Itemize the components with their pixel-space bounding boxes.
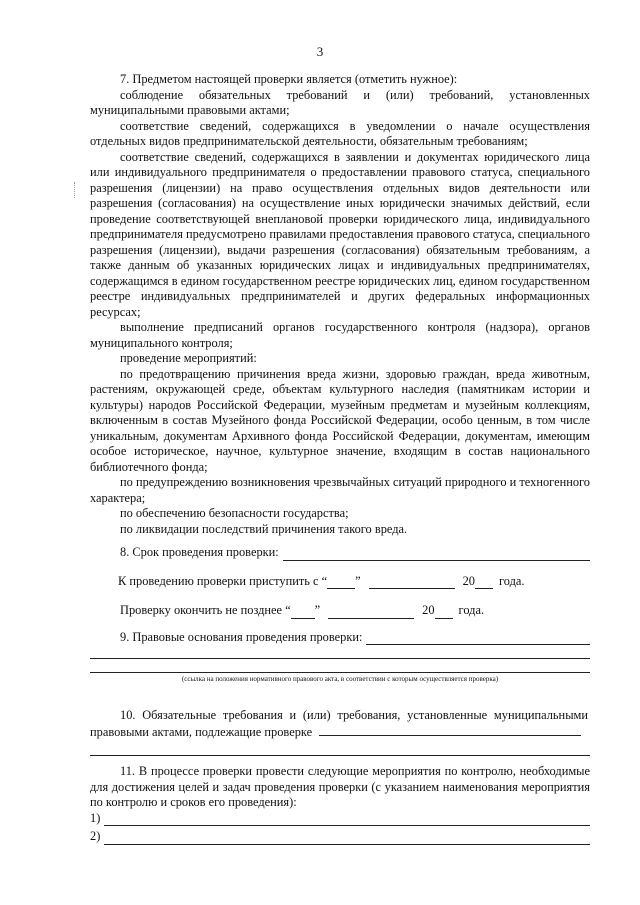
- s7-item-7: по предупреждению возникновения чрезвычайных ситуаций природного и техногенного характера;: [90, 475, 590, 505]
- s7-item-8: по обеспечению безопасности государства;: [120, 506, 349, 520]
- legal-basis-note: (ссылка на положения нормативного правового акта, в соответствии с которым осуществляется проверка): [181, 675, 499, 683]
- start-quote-close: ”: [355, 573, 361, 588]
- legal-basis-line-2[interactable]: [90, 657, 590, 659]
- measure-1-row: [90, 811, 590, 827]
- start-month-field[interactable]: [369, 577, 455, 589]
- measure-2-field[interactable]: [104, 832, 590, 845]
- end-year-prefix: 20: [422, 603, 435, 617]
- end-month-field[interactable]: [328, 607, 414, 619]
- section-8-label: 8. Срок проведения проверки:: [120, 545, 279, 559]
- s7-item-6: по предотвращению причинения вреда жизни, здоровью граждан, вреда животным, растениям, окружающей среде, объектам культурного наследия (памятникам истории и культуры) народов Российской Федерации, музейным предметам и музейным коллекциям, включенным в состав Музейного фонда Российской Федерации, особо ценным, в том числе уникальным, документам Архивного фонда Российской Федерации, документам, имеющим особое историческое, научное, культурное значение, входящим в состав национального библиотечного фонда;: [90, 366, 590, 474]
- s7-item-9: по ликвидации последствий причинения такого вреда.: [120, 521, 408, 536]
- end-date-row: [90, 603, 590, 619]
- measure-2-number: 2): [90, 829, 101, 843]
- s7-item-3: соответствие сведений, содержащихся в заявлении и документах юридического лица или индивидуального предпринимателя о предоставлении правового статуса, специального разрешения (лицензии) на право осуществления отдельных видов деятельности или разрешения (согласования) на осуществление иных юридически значимых действий, если проведение соответствующей внеплановой проверки юридического лица, индивидуального предпринимателя предусмотрено правилами предоставления правового статуса, специального разрешения (лицензии), выдачи разрешения (согласования) обязательным требованиям, а также данным об указанных юридических лицах и индивидуальных предпринимателях, содержащимся в едином государственном реестре юридических лиц, едином государственном реестре индивидуальных предпринимателей и других федеральных информационных ресурсах;: [90, 149, 590, 319]
- start-year-suffix: года.: [498, 573, 525, 588]
- section-9-row: [90, 630, 590, 646]
- section-9-label: 9. Правовые основания проведения проверки:: [120, 629, 363, 644]
- inspection-period-field[interactable]: [283, 548, 590, 561]
- measure-1-number: 1): [90, 810, 101, 825]
- section-11-text: 11. В процессе проверки провести следующие мероприятия по контролю, необходимые для достижения целей и задач проведения проверки (с указанием наименования мероприятия по контролю и сроков его проведения):: [90, 764, 590, 809]
- s7-item-4: выполнение предписаний органов государственного контроля (надзора), органов муниципального контроля;: [90, 320, 590, 350]
- legal-basis-field[interactable]: [366, 632, 590, 645]
- end-quote-close: ”: [314, 603, 321, 617]
- margin-mark: [74, 182, 76, 198]
- requirements-field[interactable]: [319, 724, 581, 736]
- start-date-prefix: К проведению проверки приступить с “: [118, 573, 328, 588]
- end-day-field[interactable]: [291, 607, 315, 619]
- start-year-field[interactable]: [475, 577, 493, 589]
- section-10-label: 10. Обязательные требования и (или) требования, установленные муниципальными правовыми актами, подлежащие проверке: [90, 708, 588, 739]
- end-year-field[interactable]: [435, 607, 453, 619]
- measure-1-field[interactable]: [104, 813, 590, 826]
- page-number: 3: [316, 44, 324, 59]
- start-date-row: [90, 574, 590, 590]
- start-year-prefix: 20: [462, 573, 475, 588]
- measure-2-row: [90, 829, 590, 845]
- requirements-line-2[interactable]: [90, 754, 590, 756]
- s7-item-5: проведение мероприятий:: [120, 351, 257, 365]
- section-8-row: [90, 545, 590, 561]
- end-date-prefix: Проверку окончить не позднее “: [120, 603, 291, 617]
- end-year-suffix: года.: [458, 603, 485, 617]
- document-body: [90, 72, 590, 845]
- legal-basis-line-3[interactable]: [90, 671, 590, 673]
- section-7-heading: 7. Предметом настоящей проверки является (отметить нужное):: [120, 72, 458, 86]
- s7-item-2: соответствие сведений, содержащихся в уведомлении о начале осуществления отдельных видов предпринимательской деятельности, обязательным требованиям;: [90, 118, 590, 148]
- start-day-field[interactable]: [327, 577, 355, 589]
- s7-item-1: соблюдение обязательных требований и (или) требований, установленных муниципальными правовыми актами;: [90, 87, 590, 117]
- section-10-text: [90, 708, 590, 740]
